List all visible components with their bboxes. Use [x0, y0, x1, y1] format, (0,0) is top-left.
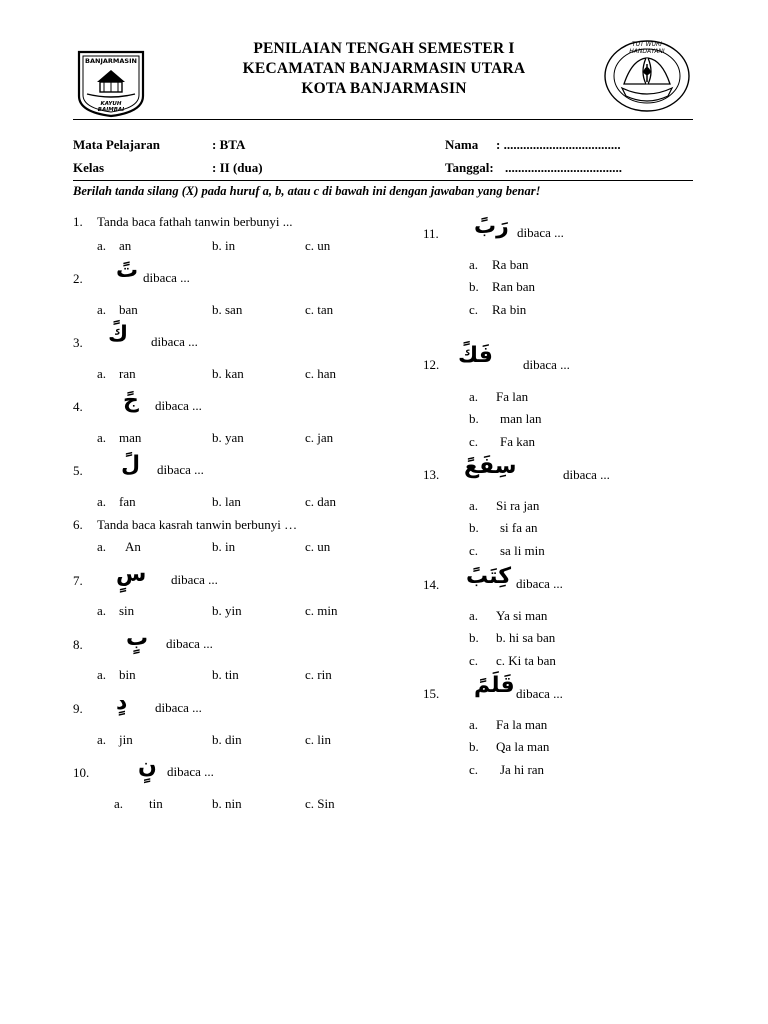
arabic-text: تً — [116, 258, 139, 283]
instruction-text: Berilah tanda silang (X) pada huruf a, b, atau c di bawah ini dengan jawaban yang benar! — [73, 184, 541, 198]
arabic-text: سِفَعً — [464, 454, 517, 479]
right-logo — [602, 38, 692, 114]
option-b[interactable]: b. in — [212, 238, 236, 253]
arabic-text: نٍ — [138, 754, 157, 779]
left-logo-bottom-text: KAYUH BAIMBAI — [97, 101, 125, 113]
arabic-text: كً — [108, 322, 129, 347]
info-divider — [73, 180, 693, 181]
left-logo-top-text: BANJARMASIN — [85, 57, 137, 65]
subject-value: : BTA — [212, 137, 246, 152]
arabic-text: لً — [121, 452, 141, 477]
class-value: : II (dua) — [212, 160, 263, 175]
date-field[interactable]: .................................... — [505, 160, 622, 175]
title-line-2: KECAMATAN BANJARMASIN UTARA — [242, 60, 526, 77]
right-logo-text: TUT WURI HANDAYANI — [629, 41, 665, 55]
subject-label: Mata Pelajaran — [73, 137, 161, 152]
title-line-3: KOTA BANJARMASIN — [301, 80, 467, 97]
arabic-text: جً — [123, 388, 139, 413]
option-c[interactable]: c. un — [305, 238, 331, 253]
header-divider — [73, 119, 693, 120]
arabic-text: سٍ — [116, 562, 147, 587]
class-label: Kelas — [73, 160, 105, 175]
option-a[interactable]: a. — [97, 238, 107, 253]
arabic-text: قَلَمً — [474, 673, 515, 698]
arabic-text: فَكً — [458, 343, 493, 368]
name-label: Nama — [445, 137, 479, 152]
arabic-text: دٍ — [116, 690, 128, 715]
arabic-text: كِتَبً — [466, 564, 512, 589]
name-field[interactable]: : .................................... — [496, 137, 621, 152]
date-label: Tanggal: — [445, 160, 494, 175]
arabic-text: رَبً — [474, 214, 509, 239]
arabic-text: بٍ — [126, 626, 149, 651]
title-line-1: PENILAIAN TENGAH SEMESTER I — [253, 40, 515, 57]
